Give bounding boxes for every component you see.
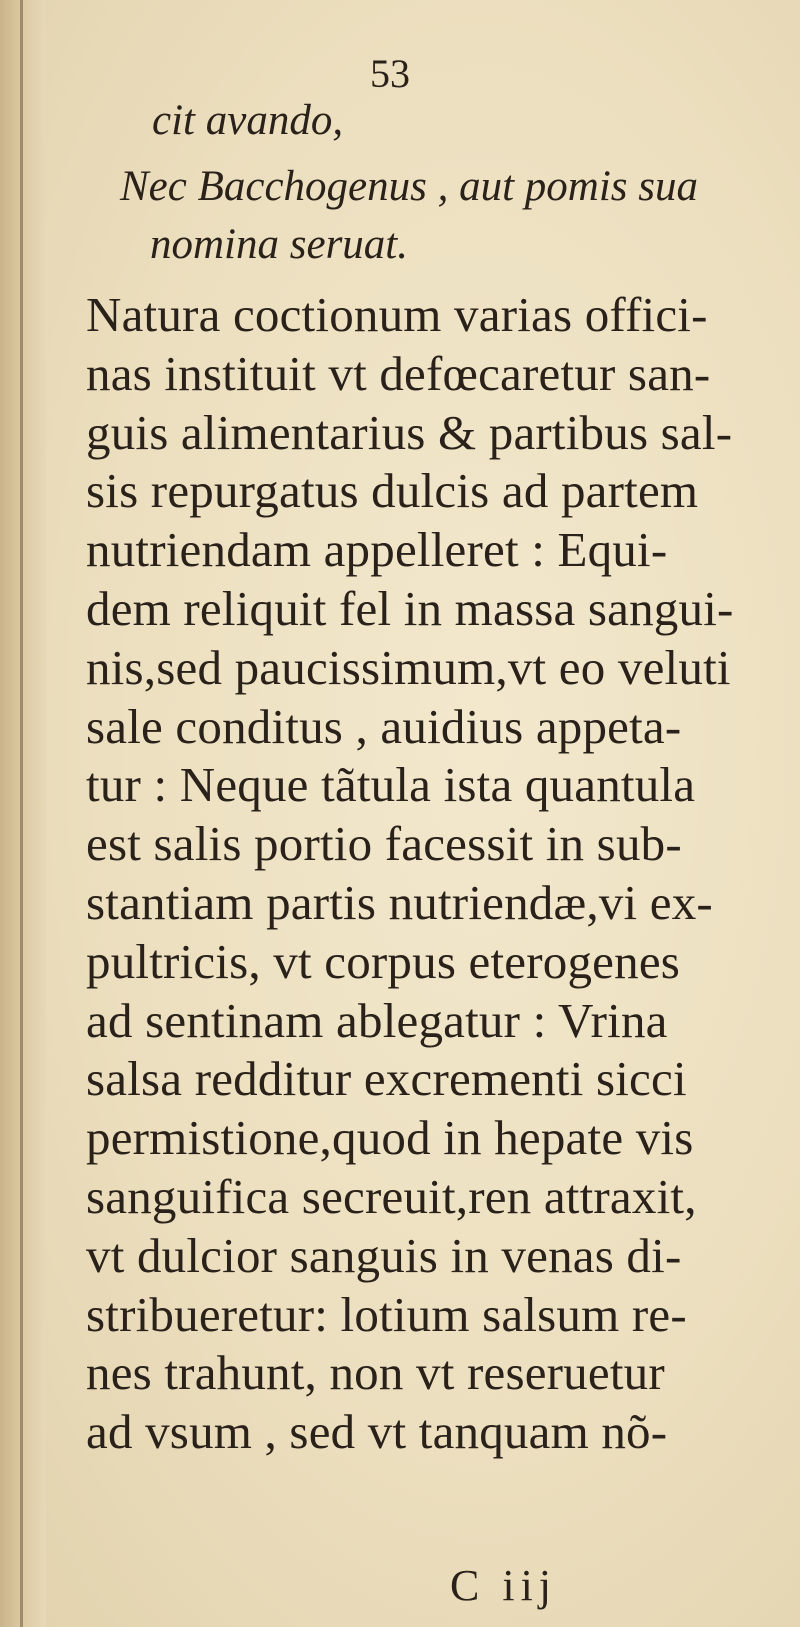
text-line: sale conditus , auidius appeta- [86,698,682,754]
page-number: 53 [370,51,410,96]
text-line: vt dulcior sanguis in venas di- [86,1227,682,1283]
text-line: nes trahunt, non vt reseruetur [86,1345,665,1401]
body-text [86,286,786,1462]
catchword: cit avando, [152,97,344,144]
text-line: permistione,quod in hepate vis [86,1110,694,1166]
text-line: tur : Neque tãtula ista quantula [86,757,696,813]
verse-line: Nec Bacchogenus , aut pomis sua [120,163,699,210]
text-line: stantiam partis nutriendæ,vi ex- [86,874,713,930]
text-line: ad sentinam ablegatur : Vrina [86,992,668,1048]
text-line: ad vsum , sed vt tanquam nõ- [86,1404,668,1460]
text-line: sanguifica secreuit,ren attraxit, [86,1168,697,1224]
text-line: stribueretur: lotium salsum re- [86,1286,687,1342]
text-line: dem reliquit fel in massa sangui- [86,580,734,636]
verse-line: nomina seruat. [150,221,408,268]
text-line: est salis portio facessit in sub- [86,816,682,872]
text-line: nis,sed paucissimum,vt eo veluti [86,639,731,695]
text-line: Natura coctionum varias offici- [86,287,708,342]
text-line: sis repurgatus dulcis ad partem [86,463,699,519]
text-line: nutriendam appelleret : Equi- [86,522,668,578]
binding-edge [20,0,23,1627]
text-line: guis alimentarius & partibus sal- [86,404,733,460]
text-line: nas instituit vt defœcaretur san- [86,345,711,401]
binding-gutter [0,0,46,1627]
verse-quotation [120,158,800,274]
signature-mark: C iij [450,1561,558,1610]
text-line: salsa redditur excrementi sicci [86,1051,687,1107]
text-line: pultricis, vt corpus eterogenes [86,933,681,989]
